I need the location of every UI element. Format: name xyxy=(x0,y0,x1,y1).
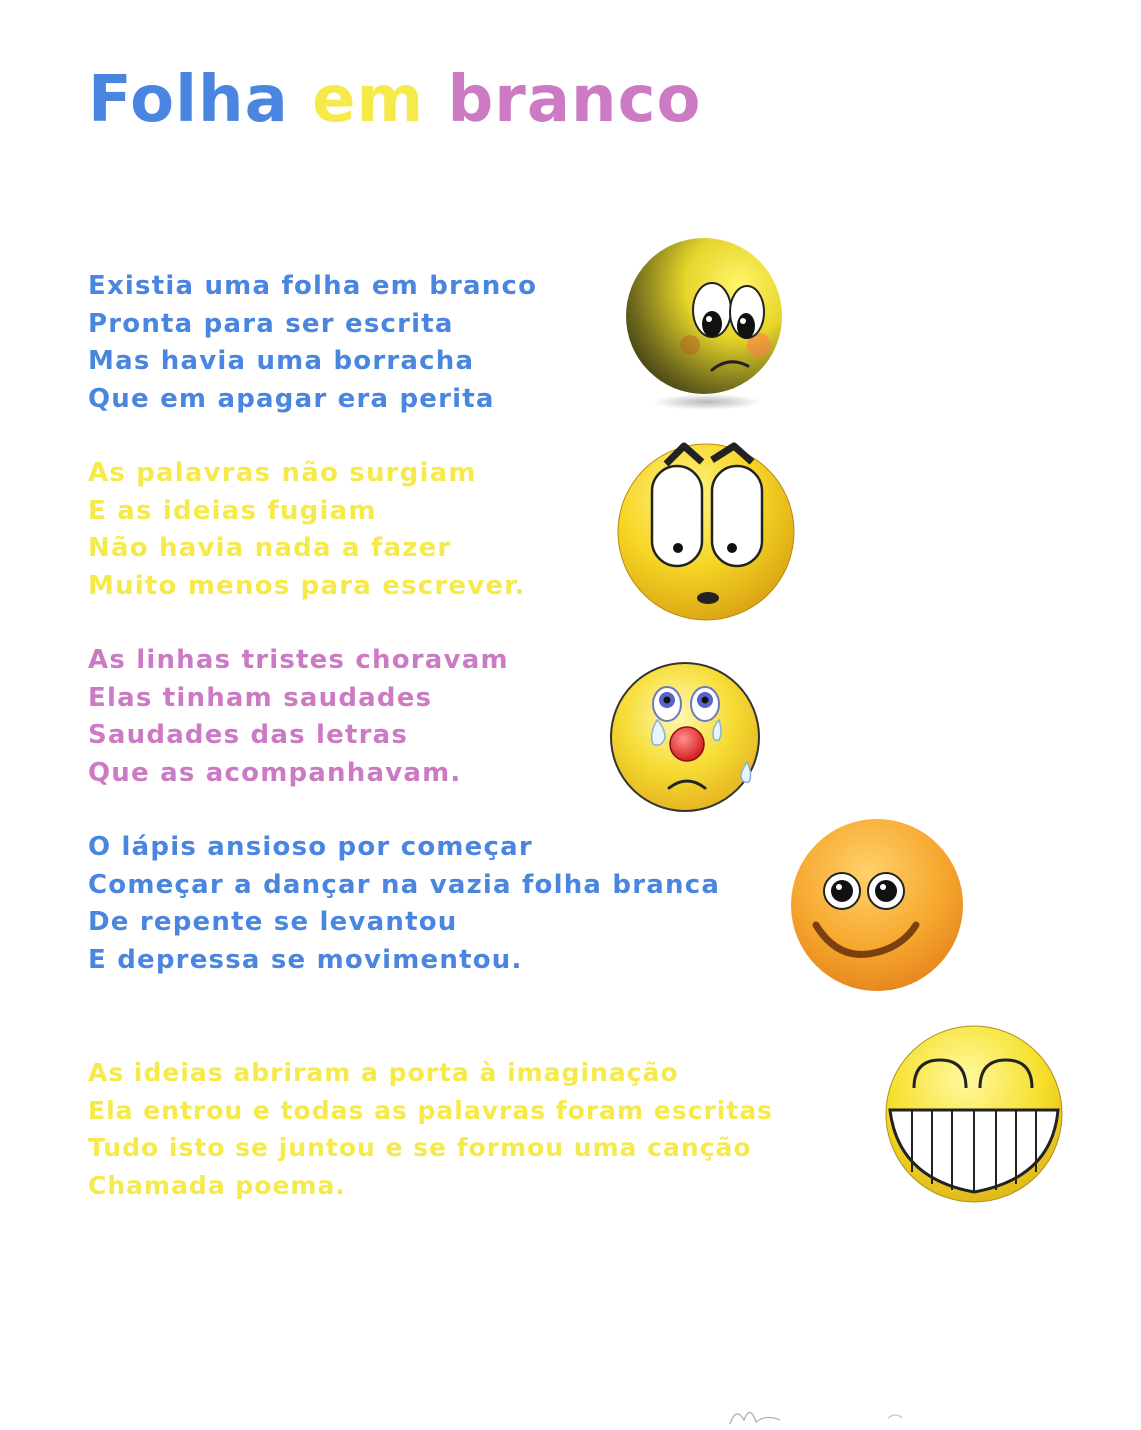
page-title xyxy=(88,62,701,138)
stanza-1-line-1: Existia uma folha em branco xyxy=(88,271,538,301)
stanza-4-line-4: E depressa se movimentou. xyxy=(88,944,523,975)
stanza-1-line-2: Pronta para ser escrita xyxy=(88,308,454,339)
smiling-face-icon xyxy=(790,815,968,997)
surprised-face-icon xyxy=(612,436,802,626)
stanza-4-line-2: Começar a dançar na vazia folha branca xyxy=(88,869,721,900)
stanza-5-line-4: Chamada poema. xyxy=(88,1170,346,1200)
stanza-1-line-4: Que em apagar era perita xyxy=(88,383,495,414)
stanza-2-line-4: Muito menos para escrever. xyxy=(88,570,526,601)
crying-face-icon xyxy=(609,646,761,828)
title-word-em: em xyxy=(312,63,425,137)
stanza-5-line-2: Ela entrou e todas as palavras foram escritas xyxy=(88,1095,774,1125)
stanza-2-line-3: Não havia nada a fazer xyxy=(88,533,452,563)
stanza-5-line-1: As ideias abriram a porta à imaginação xyxy=(88,1058,679,1087)
stanza-3-line-2: Elas tinham saudades xyxy=(88,682,433,713)
stanza-3-line-1: As linhas tristes choravam xyxy=(88,645,509,675)
stanza-2 xyxy=(88,455,526,605)
stanza-4 xyxy=(88,829,720,979)
worried-face-icon xyxy=(622,232,792,412)
stanza-1 xyxy=(88,268,537,418)
stanza-4-line-3: De repente se levantou xyxy=(88,907,458,937)
stanza-4-line-1: O lápis ansioso por começar xyxy=(88,832,533,862)
grinning-face-icon xyxy=(880,1022,1070,1208)
stanza-3-line-3: Saudades das letras xyxy=(88,720,409,750)
stanza-3 xyxy=(88,642,509,792)
stanza-3-line-4: Que as acompanhavam. xyxy=(88,757,462,788)
title-word-branco: branco xyxy=(447,63,702,137)
stanza-5 xyxy=(88,1054,773,1204)
stanza-2-line-2: E as ideias fugiam xyxy=(88,495,377,526)
stanza-1-line-3: Mas havia uma borracha xyxy=(88,346,475,376)
title-word-folha: Folha xyxy=(88,63,289,137)
stanza-2-line-1: As palavras não surgiam xyxy=(88,458,477,488)
stanza-5-line-3: Tudo isto se juntou e se formou uma canção xyxy=(88,1133,752,1162)
